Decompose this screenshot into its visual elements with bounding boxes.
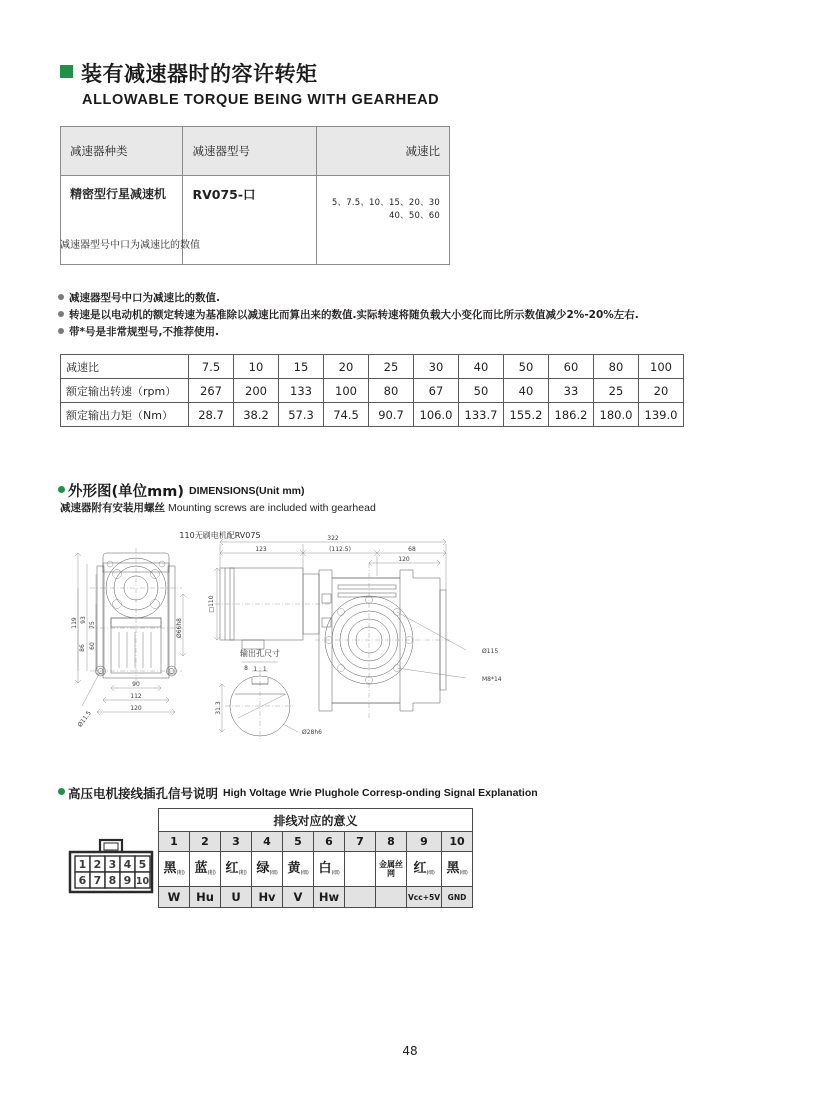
- dim-motor-square-label: □110: [208, 595, 215, 613]
- cell-value: 20: [639, 379, 684, 403]
- wire-color: [159, 852, 190, 887]
- plughole-heading: [58, 784, 538, 802]
- dim-112-5-label: (112.5): [329, 546, 351, 553]
- dim-93-label: 93: [80, 616, 87, 624]
- note-text: 转速是以电动机的额定转速为基准除以减速比而算出来的数值.实际转速将随负载大小变化而比所示数值减少2%-20%左右.: [69, 309, 639, 321]
- dim-120-left-label: 120: [130, 705, 142, 712]
- cell-value: 40: [459, 355, 504, 379]
- dim-90-label: 90: [132, 681, 140, 688]
- signal-name: W: [159, 887, 190, 908]
- signal-table-title: 排线对应的意义: [159, 809, 473, 832]
- cell-value: 7.5: [189, 355, 234, 379]
- wire-color: [252, 852, 283, 887]
- cell-value: 25: [369, 355, 414, 379]
- signal-color-row: [159, 852, 473, 887]
- wire-color-mesh: 金属丝网: [376, 852, 407, 887]
- cell-value: 186.2: [549, 403, 594, 427]
- dim-bore-label: Ø66h8: [176, 618, 183, 638]
- note-text: 带*号是非常规型号,不推荐使用.: [69, 326, 219, 338]
- dim-86-label: 86: [79, 644, 86, 652]
- table-row-ratio: [61, 355, 684, 379]
- note-text: 减速器型号中口为减速比的数值.: [69, 292, 220, 304]
- connector-pin-7: 7: [93, 874, 102, 887]
- connector-pin-9: 9: [123, 874, 132, 887]
- dim-119-label: 119: [71, 617, 78, 629]
- wire-color-text: 黑: [446, 861, 460, 877]
- section-title-cn: 装有减速器时的容许转矩: [81, 62, 318, 86]
- cell-value: 133.7: [459, 403, 504, 427]
- wire-color-text: 黄: [287, 861, 301, 877]
- connector-pin-3: 3: [108, 858, 117, 871]
- signal-name: V: [283, 887, 314, 908]
- notes-list: [58, 290, 738, 341]
- header-ratio: 减速比: [317, 127, 450, 176]
- pin-number: 2: [190, 832, 221, 852]
- connector-pin-2: 2: [93, 858, 102, 871]
- cell-ratio-line1: 5、7.5、10、15、20、30: [331, 198, 440, 208]
- signal-table: [158, 808, 473, 908]
- row-label: 减速比: [61, 355, 189, 379]
- connector-pin-8: 8: [108, 874, 117, 887]
- detail-scale-label: 1 : 1: [253, 666, 267, 673]
- cell-value: 139.0: [639, 403, 684, 427]
- gearhead-view: [315, 563, 450, 718]
- connector-diagram: [62, 838, 162, 901]
- signal-name: Hv: [252, 887, 283, 908]
- pin-number: 7: [345, 832, 376, 852]
- dim-123-label: 123: [255, 546, 267, 553]
- header-kind: 减速器种类: [61, 127, 183, 176]
- cell-value: 33: [549, 379, 594, 403]
- header-model: 减速器型号: [183, 127, 317, 176]
- bullet-dot-icon: [58, 328, 64, 334]
- page-number: 48: [402, 1044, 418, 1058]
- wire-gauge-note: (细): [300, 870, 309, 877]
- green-dot-icon: [58, 788, 65, 795]
- flange-callouts: [397, 612, 502, 683]
- cell-value: 180.0: [594, 403, 639, 427]
- dimensions-subtitle: [60, 500, 376, 515]
- connector-pin-1: 1: [78, 858, 87, 871]
- signal-table-title-row: [159, 809, 473, 832]
- wire-gauge-note: (粗): [176, 870, 185, 877]
- wire-color-text: 蓝: [194, 861, 208, 877]
- wire-gauge-note: (细): [269, 870, 278, 877]
- drawing-title-label: 110无刷电机配RV075: [179, 531, 261, 540]
- cell-value: 30: [414, 355, 459, 379]
- wire-gauge-note: (细): [426, 870, 435, 877]
- cell-value: 57.3: [279, 403, 324, 427]
- pin-number: 1: [159, 832, 190, 852]
- plughole-title-en: High Voltage Wrie Plughole Corresp-onding Signal Explanation: [223, 787, 538, 799]
- cell-value: 60: [549, 355, 594, 379]
- dim-thread-label: M8*14: [482, 676, 502, 683]
- plughole-title-cn: 高压电机接线插孔信号说明: [68, 786, 219, 801]
- wire-color-text: 白: [318, 861, 332, 877]
- cell-value: 80: [594, 355, 639, 379]
- cell-model: RV075-口: [183, 176, 317, 265]
- green-square-icon: [60, 65, 73, 78]
- wire-color-text: 绿: [256, 861, 270, 877]
- pin-number: 6: [314, 832, 345, 852]
- signal-name-empty: [345, 887, 376, 908]
- cell-value: 50: [459, 379, 504, 403]
- cell-value: 106.0: [414, 403, 459, 427]
- wire-color: [407, 852, 442, 887]
- bullet-dot-icon: [58, 311, 64, 317]
- pin-number: 3: [221, 832, 252, 852]
- cell-value: 40: [504, 379, 549, 403]
- wire-gauge-note: (细): [331, 870, 340, 877]
- pin-number: 4: [252, 832, 283, 852]
- wire-color: [190, 852, 221, 887]
- gearhead-table-footnote: 减速器型号中口为减速比的数值: [60, 240, 200, 251]
- table-row-torque: [61, 403, 684, 427]
- dim-key-height-label: 31.3: [215, 701, 222, 715]
- wire-color: [221, 852, 252, 887]
- dimensions-title-cn: 外形图(单位mm): [68, 484, 184, 500]
- section-heading: [60, 58, 439, 108]
- cell-value: 50: [504, 355, 549, 379]
- technical-drawing: [70, 528, 760, 753]
- cell-value: 155.2: [504, 403, 549, 427]
- dim-322-label: 322: [327, 535, 339, 542]
- note-item: [58, 307, 738, 324]
- table-row-speed: [61, 379, 684, 403]
- cell-value: 74.5: [324, 403, 369, 427]
- wire-color-text: 黑: [163, 861, 177, 877]
- cell-value: 100: [639, 355, 684, 379]
- dimensions-subtitle-cn: 减速器附有安装用螺丝: [60, 502, 165, 514]
- dim-shaft-dia-label: Ø28h6: [302, 729, 322, 736]
- top-dimension-chain: [220, 535, 446, 590]
- section-title-en: ALLOWABLE TORQUE BEING WITH GEARHEAD: [82, 92, 440, 108]
- cell-value: 10: [234, 355, 279, 379]
- signal-name-row: [159, 887, 473, 908]
- pin-number: 10: [442, 832, 473, 852]
- connector-pin-4: 4: [123, 858, 132, 871]
- connector-pin-5: 5: [138, 858, 147, 871]
- table-row: [61, 176, 450, 265]
- pin-number: 8: [376, 832, 407, 852]
- signal-name: Vcc+5V: [407, 887, 442, 908]
- cell-value: 267: [189, 379, 234, 403]
- cell-value: 67: [414, 379, 459, 403]
- signal-name-empty: [376, 887, 407, 908]
- wire-color: [283, 852, 314, 887]
- dim-68-label: 68: [408, 546, 416, 553]
- dim-flange-dia-label: Ø115: [482, 648, 499, 655]
- note-item: [58, 324, 738, 341]
- cell-value: 15: [279, 355, 324, 379]
- dim-120-top-label: 120: [398, 556, 410, 563]
- cell-value: 90.7: [369, 403, 414, 427]
- signal-name: Hu: [190, 887, 221, 908]
- cell-value: 133: [279, 379, 324, 403]
- row-label: 额定输出力矩（Nm）: [61, 403, 189, 427]
- dim-key-width-label: 8: [244, 665, 248, 672]
- wire-gauge-note: (粗): [238, 870, 247, 877]
- cell-ratio-line2: 40、50、60: [388, 211, 440, 222]
- dimensions-subtitle-en: Mounting screws are included with gearhead: [168, 502, 376, 514]
- cell-value: 100: [324, 379, 369, 403]
- cell-value: 80: [369, 379, 414, 403]
- wire-gauge-note: (粗): [207, 870, 216, 877]
- row-label: 额定输出转速（rpm）: [61, 379, 189, 403]
- signal-name: GND: [442, 887, 473, 908]
- connector-pin-6: 6: [78, 874, 87, 887]
- dimensions-title-en: DIMENSIONS(Unit mm): [188, 484, 305, 497]
- cell-value: 38.2: [234, 403, 279, 427]
- left-end-view: [90, 548, 182, 683]
- output-hole-detail: [215, 648, 322, 741]
- motor-side-view: [215, 568, 332, 649]
- cell-value: 28.7: [189, 403, 234, 427]
- cell-value: 25: [594, 379, 639, 403]
- wire-color-text: 红: [413, 861, 427, 877]
- connector-pin-10: 10: [135, 876, 150, 887]
- wire-color: [314, 852, 345, 887]
- dim-112-label: 112: [130, 693, 142, 700]
- wire-color-text: 红: [225, 861, 239, 877]
- signal-name: Hw: [314, 887, 345, 908]
- cell-value: 200: [234, 379, 279, 403]
- dimensions-heading: [58, 480, 304, 501]
- dim-hole-label: Ø11.5: [76, 709, 93, 729]
- note-item: [58, 290, 738, 307]
- pin-number: 9: [407, 832, 442, 852]
- pin-number: 5: [283, 832, 314, 852]
- bullet-dot-icon: [58, 294, 64, 300]
- table-header-row: [61, 127, 450, 176]
- cell-value: 20: [324, 355, 369, 379]
- detail-title-label: 输出孔尺寸: [240, 649, 280, 658]
- signal-name: U: [221, 887, 252, 908]
- dim-60-label: 60: [89, 642, 96, 650]
- cell-kind: 精密型行星减速机: [61, 176, 183, 265]
- wire-gauge-note: (细): [459, 870, 468, 877]
- wire-color-empty: [345, 852, 376, 887]
- green-dot-icon: [58, 486, 65, 493]
- signal-number-row: [159, 832, 473, 852]
- dim-75-label: 75: [89, 621, 96, 629]
- performance-table: [60, 354, 684, 427]
- wire-color: [442, 852, 473, 887]
